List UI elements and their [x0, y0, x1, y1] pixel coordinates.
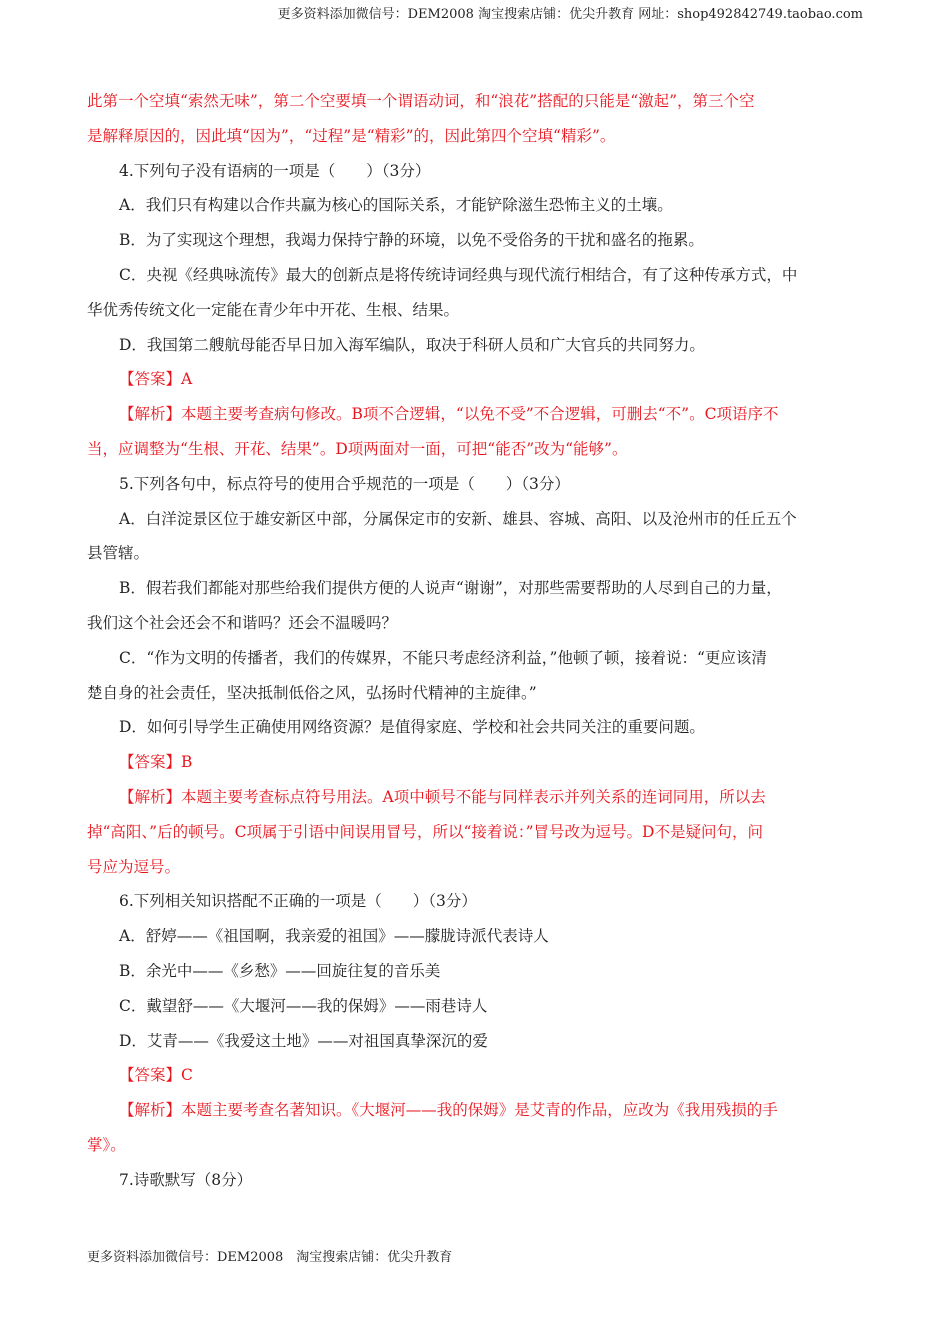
option-a: A．白洋淀景区位于雄安新区中部，分属保定市的安新、雄县、容城、高阳、以及沧州市的任丘五个: [119, 509, 797, 528]
option-a: A．舒婷——《祖国啊，我亲爱的祖国》——朦胧诗派代表诗人: [119, 927, 549, 946]
question-5: 5.下列各句中，标点符号的使用合乎规范的一项是（ ）（3分）: [119, 474, 570, 493]
option-d: D．如何引导学生正确使用网络资源？是值得家庭、学校和社会共同关注的重要问题。: [119, 718, 705, 737]
explanation-line: 【解析】本题主要考查名著知识。《大堰河——我的保姆》是艾青的作品，应改为《我用残损的手: [119, 1101, 778, 1120]
option-b-cont: 我们这个社会还会不和谐吗？还会不温暖吗？: [87, 613, 398, 632]
option-a: A．我们只有构建以合作共赢为核心的国际关系，才能铲除滋生恐怖主义的土壤。: [119, 196, 673, 215]
option-b: B．假若我们都能对那些给我们提供方便的人说声“谢谢”，对那些需要帮助的人尽到自己的力量，: [119, 579, 782, 598]
question-7: 7.诗歌默写（8分）: [119, 1170, 253, 1189]
page-header-ad: 更多资料添加微信号：DEM2008 淘宝搜索店铺：优尖升教育 网址：shop492842749.taobao.com: [277, 7, 863, 22]
option-b: B．余光中——《乡愁》——回旋往复的音乐美: [119, 961, 441, 980]
option-b: B．为了实现这个理想，我竭力保持宁静的环境，以免不受俗务的干扰和盛名的拖累。: [119, 231, 704, 250]
page-footer-ad: 更多资料添加微信号：DEM2008 淘宝搜索店铺：优尖升教育: [87, 1250, 453, 1265]
explanation-line: 是解释原因的，因此填“因为”，“过程”是“精彩”的，因此第四个空填“精彩”。: [87, 126, 616, 145]
document-body: [87, 84, 865, 1198]
option-d: D．我国第二艘航母能否早日加入海军编队，取决于科研人员和广大官兵的共同努力。: [119, 335, 705, 354]
answer: 【答案】A: [119, 370, 193, 389]
option-d: D．艾青——《我爱这土地》——对祖国真挚深沉的爱: [119, 1031, 488, 1050]
explanation-line: 此第一个空填“索然无味”，第二个空要填一个谓语动词，和“浪花”搭配的只能是“激起”，第三个空: [87, 92, 755, 110]
answer: 【答案】C: [119, 1066, 193, 1085]
answer: 【答案】B: [119, 753, 193, 772]
option-c: C．央视《经典咏流传》最大的创新点是将传统诗词经典与现代流行相结合，有了这种传承方式，中: [119, 265, 798, 284]
explanation-line: 【解析】本题主要考查病句修改。B项不合逻辑，“以免不受”不合逻辑，可删去“不”。C项语序不: [119, 405, 779, 424]
question-6: 6.下列相关知识搭配不正确的一项是（ ）（3分）: [119, 892, 477, 911]
explanation-line: 掌》。: [87, 1135, 126, 1154]
option-c-cont: 华优秀传统文化一定能在青少年中开花、生根、结果。: [87, 300, 460, 319]
option-a-cont: 县管辖。: [87, 544, 150, 563]
explanation-line: 【解析】本题主要考查标点符号用法。A项中顿号不能与同样表示并列关系的连词同用，所以去: [119, 787, 766, 806]
option-c: C．戴望舒——《大堰河——我的保姆》——雨巷诗人: [119, 996, 488, 1015]
option-c-cont: 楚自身的社会责任，坚决抵制低俗之风，弘扬时代精神的主旋律。”: [87, 683, 537, 702]
explanation-line: 掉“高阳、”后的顿号。C项属于引语中间误用冒号，所以“接着说：”冒号改为逗号。D不是疑问句，问: [87, 822, 763, 841]
question-4: 4.下列句子没有语病的一项是（ ）（3分）: [119, 161, 431, 180]
explanation-line: 当，应调整为“生根、开花、结果”。D项两面对一面，可把“能否”改为“能够”。: [87, 439, 628, 458]
option-c: C．“作为文明的传播者，我们的传媒界，不能只考虑经济利益，”他顿了顿，接着说：“更应该清: [119, 648, 767, 667]
explanation-line: 号应为逗号。: [87, 857, 181, 876]
